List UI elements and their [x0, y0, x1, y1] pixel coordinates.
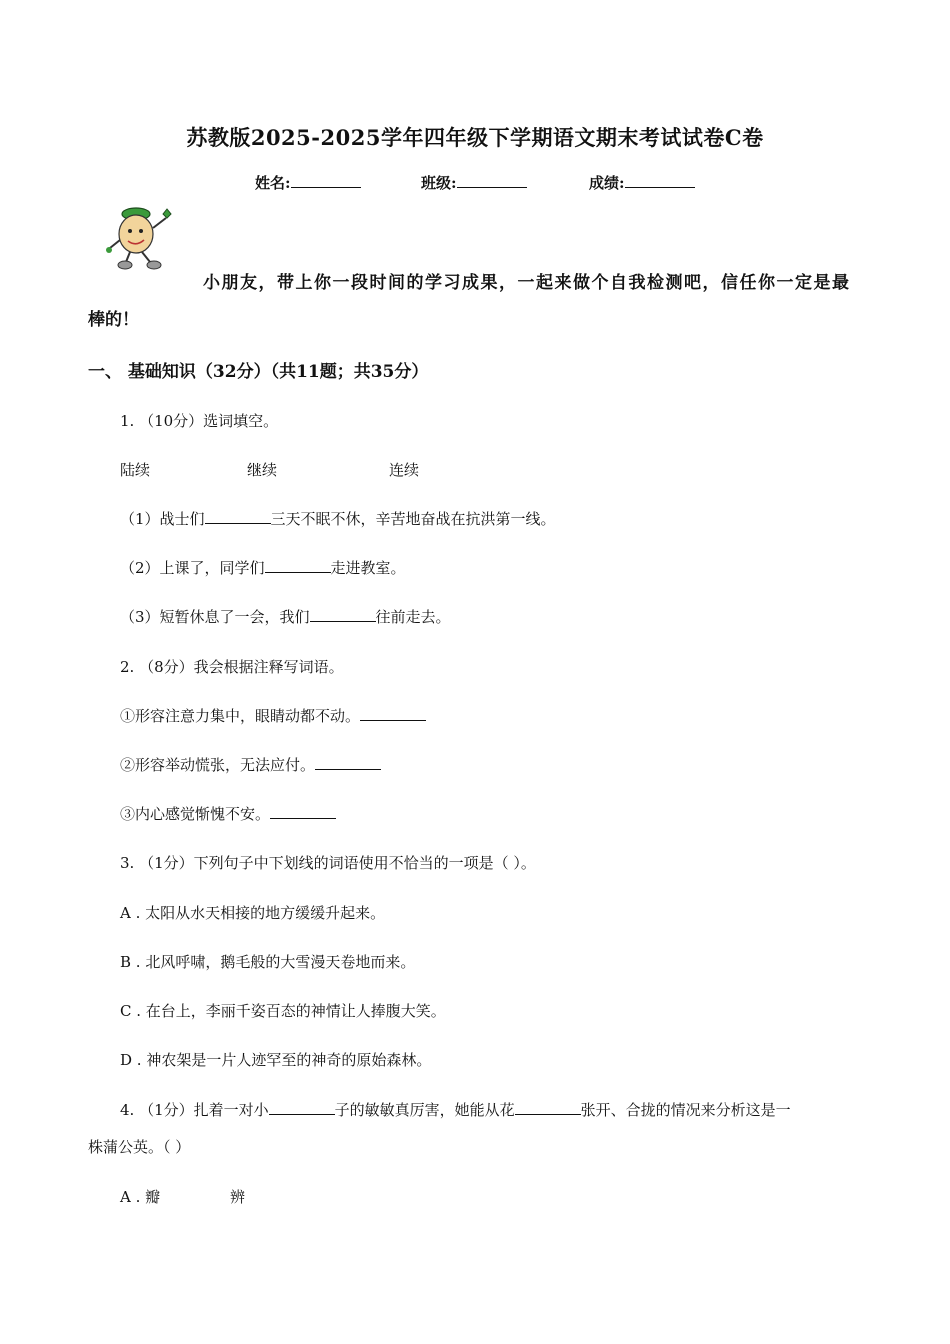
item-text-after: 往前走去。: [375, 608, 451, 626]
question-3-option-d: D . 神农架是一片人迹罕至的神奇的原始森林。: [120, 1051, 432, 1069]
answer-blank: [315, 769, 381, 770]
question-4-option-a: A . 瓣: [120, 1188, 161, 1206]
answer-blank: [269, 1114, 335, 1115]
stem-part-1: 4. （1分）扎着一对小: [120, 1101, 269, 1119]
mascot-hand-left: [106, 247, 112, 253]
score-label: 成绩:: [589, 174, 625, 192]
question-4-option-a-second: 辨: [230, 1188, 246, 1206]
item-text: ②形容举动慌张，无法应付。: [120, 756, 316, 774]
item-text: ③内心感觉惭愧不安。: [120, 805, 271, 823]
mascot-shoe-right: [147, 261, 161, 269]
question-2-stem: 2. （8分）我会根据注释写词语。: [120, 658, 344, 676]
page-title: 苏教版2025-2025学年四年级下学期语文期末考试试卷C卷: [186, 125, 764, 150]
mascot-legs: [126, 252, 150, 262]
item-text-before: （3）短暂休息了一会，我们: [120, 608, 310, 626]
mascot-head: [119, 215, 153, 253]
mascot-shoe-left: [118, 261, 132, 269]
stem-part-3: 张开、合拢的情况来分析这是一: [580, 1101, 791, 1119]
stem-part-2: 子的敏敏真厉害，她能从花: [334, 1101, 515, 1119]
word-option-2: 继续: [247, 461, 278, 479]
score-field: [589, 172, 695, 193]
word-option-1: 陆续: [120, 461, 151, 479]
item-text: ①形容注意力集中，眼睛动都不动。: [120, 707, 361, 725]
answer-blank: [265, 572, 331, 573]
question-1-item-2: [120, 557, 406, 578]
question-1-item-3: [120, 606, 451, 627]
item-text-after: 走进教室。: [330, 559, 406, 577]
intro-line-2: 棒的！: [88, 310, 139, 330]
answer-blank: [270, 818, 336, 819]
class-label: 班级:: [421, 174, 457, 192]
item-text-before: （2）上课了，同学们: [120, 559, 265, 577]
mascot-eye-left: [128, 229, 132, 233]
answer-blank: [515, 1114, 581, 1115]
name-blank: [291, 187, 361, 188]
question-2-item-2: [120, 754, 381, 775]
question-2-item-1: [120, 705, 426, 726]
question-3-stem: 3. （1分）下列句子中下划线的词语使用不恰当的一项是（ ）。: [120, 854, 536, 872]
question-3-option-a: A . 太阳从水天相接的地方缓缓升起来。: [120, 904, 386, 922]
score-blank: [625, 187, 695, 188]
name-field: [255, 172, 361, 193]
mascot-arm-right: [153, 218, 166, 228]
question-4-stem-line-2: 株蒲公英。（ ）: [88, 1138, 191, 1156]
name-label: 姓名:: [255, 174, 291, 192]
class-blank: [457, 187, 527, 188]
mascot-arm-left: [110, 240, 120, 248]
word-option-3: 连续: [389, 461, 420, 479]
question-4-stem: [120, 1099, 791, 1120]
question-3-option-b: B . 北风呼啸，鹅毛般的大雪漫天卷地而来。: [120, 953, 416, 971]
mascot-illustration: [106, 204, 186, 272]
class-field: [421, 172, 527, 193]
answer-blank: [205, 523, 271, 524]
answer-blank: [360, 720, 426, 721]
mascot-eye-right: [139, 229, 143, 233]
item-text-after: 三天不眠不休，辛苦地奋战在抗洪第一线。: [270, 510, 556, 528]
section-heading: 一、 基础知识（32分）（共11题；共35分）: [88, 362, 429, 382]
intro-line-1: 小朋友，带上你一段时间的学习成果，一起来做个自我检测吧，信任你一定是最: [203, 273, 851, 293]
question-1-stem: 1. （10分）选词填空。: [120, 412, 279, 430]
question-3-option-c: C . 在台上，李丽千姿百态的神情让人捧腹大笑。: [120, 1002, 446, 1020]
item-text-before: （1）战士们: [120, 510, 205, 528]
answer-blank: [310, 621, 376, 622]
question-2-item-3: [120, 803, 336, 824]
question-1-item-1: [120, 508, 556, 529]
mascot-hand-right: [163, 209, 171, 218]
